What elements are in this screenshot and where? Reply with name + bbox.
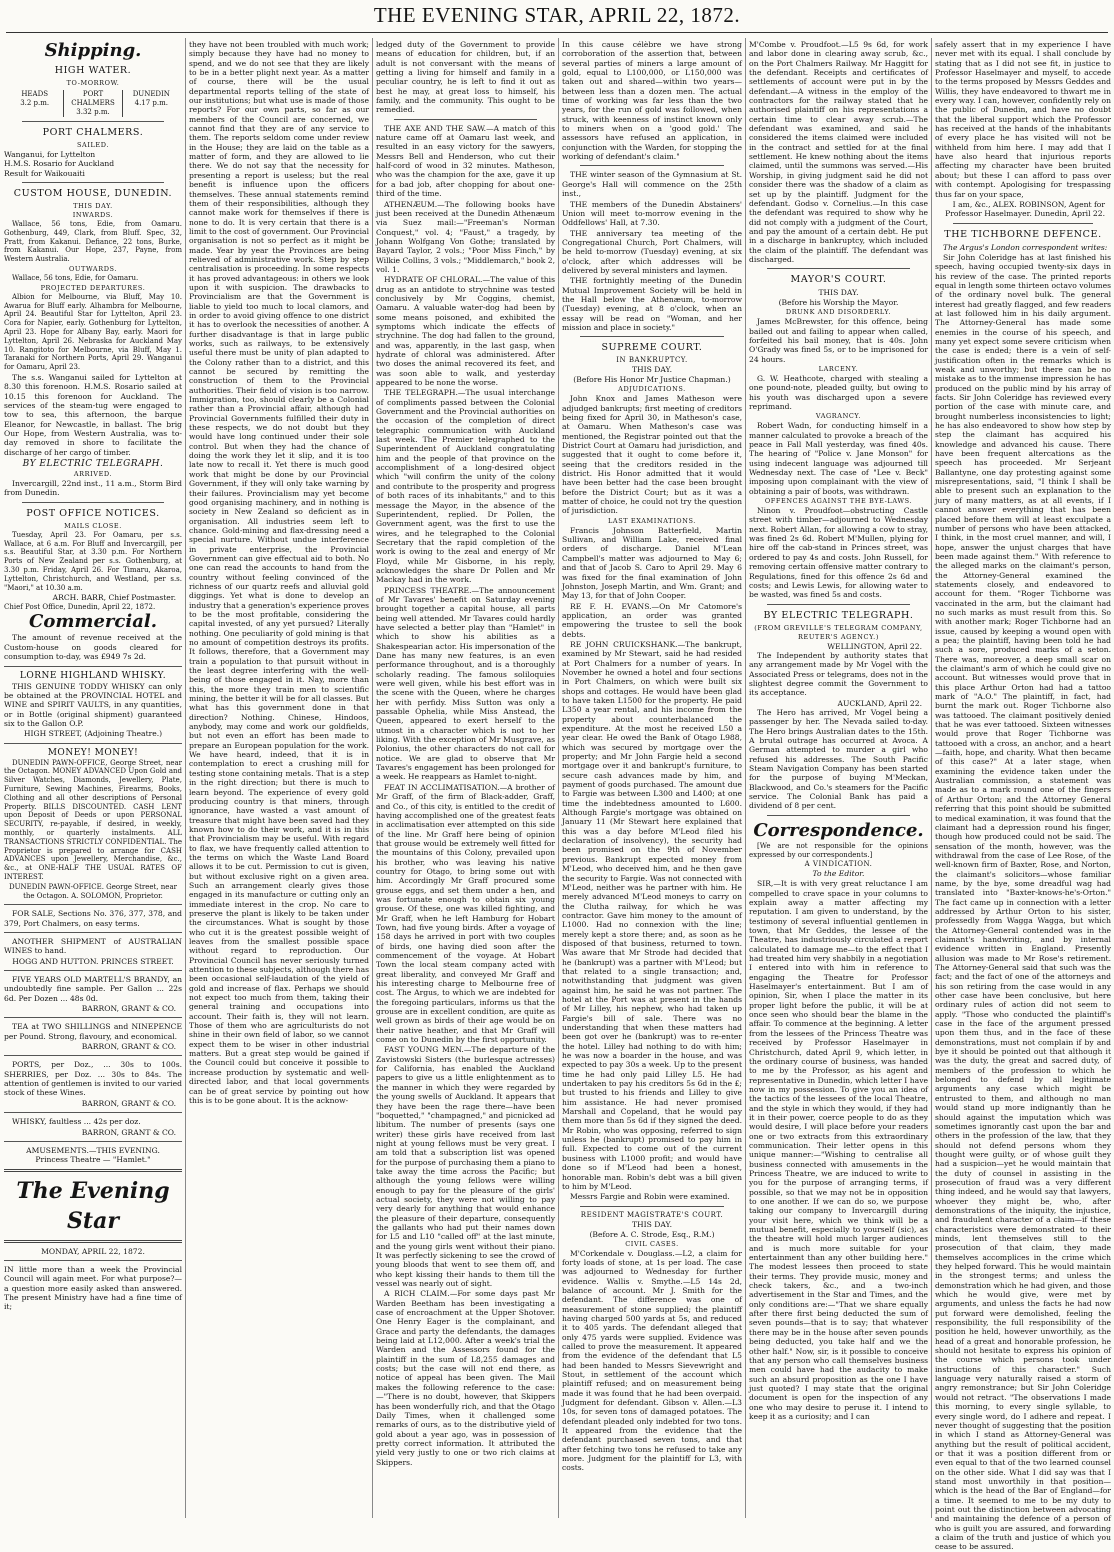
news-acclimatisation: FEAT IN ACCLIMATISATION.—A brother of Mr Graff, of the firm of Black-adder, Graff, and Co., of this city, is entitled to the credit of having accomplished one of the greatest feats in acclimatisation ever attempted on this side of the line. Mr Graff here being of opinion that grouse would be extremely well fitted for the mountains of this Colony, prevailed upon his brother, who was leaving his native country for Otago, to bring some out with him. Accordingly Mr Graff procured some grouse eggs, and set them under a hen, and was fortunate enough to obtain six young grouse. Of these, one was killed fighting, and Mr Graff, when he left Hamburg for Hobart Town, had five young birds. After a voyage of 158 days he arrived in port with two couples of birds, one having died soon after the commencement of the voyage. At Hobart Town the local steam company acted with great liberality, and conveyed Mr Graff and his interesting charge to Melbourne free of cost. The Argus, to which we are indebted for the foregoing particulars, informs us that the grouse are in excellent condition, are quite as well grown as birds of their age would be on their native heather, and that Mr Graff will come on to Dunedin by the first opportunity.: [376, 782, 555, 1045]
post-office-heading: POST OFFICE NOTICES.: [26, 507, 160, 519]
mails-close-label: MAILS CLOSE.: [64, 521, 122, 530]
tichborne-intro: The Argus's London correspondent writes:: [943, 242, 1108, 252]
arrived-text: Invercargill, 22nd inst., 11 a.m., Storm Bird from Dunedin.: [4, 479, 182, 498]
drunk-text: James McBrewster, for this offence, being bailed out and failing to appear when called, forfeited his bail money, that is 40s. John O'Grady was fined 5s, or to be imprisoned for 24 hours.: [749, 317, 928, 364]
rich-claim-continued: In this cause célèbre we have strong corroboration of the assertion that, between several parties of miners a large amount of gold, equal to L100,000, or L150,000 was taken out and shared—within two years—between less than a dozen men. The actual time of working was far less than the two years, for the run of gold was followed, when struck, with keenness of instinct known only to miners when on a 'good gold.' The assessors have refused an application, in conjunction with the Warden, for stopping the working of defendant's claim.": [562, 40, 742, 162]
civil-cases-text: M'Corkendale v. Douglass.—L2, a claim for forty loads of stone, at 1s per load. The case was adjourned to Wednesday for further evidence. Wallis v. Smythe.—L5 14s 2d, balance of account. Mr J. Smith for the defendant. The difference was one of measurement of stone supplied; the plaintiff having charged 500 yards at 5s, and reduced it to 405 yards. The defendant alleged that only 475 yards were supplied. Evidence was called to prove the measurement. It appeared from the evidence of the defendant that L5 had been handed to Messrs Sievewright and Stout, in settlement of the account which plaintiff refused; and on measurement being made it was found that he had been overpaid. Judgment for defendant. Gibson v. Allen.—L3 10s, for seven tons of damaged potatoes. The defendant pleaded only indebted for two tons. It appeared from the evidence that the defendant purchased seven tons, and that after fetching two tons he refused to take any more. Judgment for the plaintiff for L3, with costs.: [562, 1248, 742, 1473]
leader-article-start: IN little more than a week the Provincial Council will again meet. For what purpose?—a question more easily asked than answered. The present Ministry have had a fine time of it;: [4, 1264, 182, 1312]
ad-tea: TEA at TWO SHILLINGS and NINEPENCE per Pound. Strong, flavoury, and economical.: [4, 1022, 182, 1041]
column-rule: [185, 38, 186, 1518]
electric-telegraph-heading: BY ELECTRIC TELEGRAPH.: [763, 609, 914, 621]
divider: [4, 932, 182, 933]
tide-table: [4, 90, 182, 117]
correspondence-disclaimer: [We are not responsible for the opinions expressed by our correspondents.]: [749, 841, 928, 859]
divider: [580, 165, 724, 166]
divider: [4, 1260, 182, 1261]
tichborne-heading: THE TICHBORNE DEFENCE.: [944, 228, 1102, 240]
ad-sale: FOR SALE, Sections No. 376, 377, 378, and 379, Port Chalmers, on easy terms.: [4, 909, 182, 928]
divider: [394, 119, 537, 120]
news-telegraph: THE TELEGRAPH.—The usual interchange of compliments passed between the Colonial Government and the Provincial authorities on the occasion of the completion of direct telegraphic communication with Auckland last week. The Premier telegraphed to the Superintendent of Auckland congratulating him and the people of that province on the accomplishment of a long-desired object which "will confirm the unity of the colony and contribute to the prosperity and progress of both races of its inhabitants," and to this message the Mayor, in the absence of the Superintendent, replied. Dr Pollen, the Government agent, was the first to use the wires, and he telegraphed to the Colonial Secretary that the rapid completion of the work is owing to the zeal and energy of Mr Floyd, while Mr Gisborne, in his reply, acknowledges the share Dr Pollen and Mr Mackay had in the work.: [376, 388, 555, 585]
drunk-label: DRUNK AND DISORDERLY.: [785, 308, 892, 317]
paper-date: MONDAY, APRIL 22, 1872.: [41, 1246, 145, 1256]
leader-article-end: ledged duty of the Government to provide means of education for children, but, if an adult is not conversant with the means of getting a living for himself and family in a peculiar country, he is left to find it out as best he may, at great loss to himself, his family, and the community. This ought to be remedied.: [376, 40, 555, 115]
divider: [4, 666, 182, 667]
column-4: [562, 40, 742, 1516]
mails-text: Tuesday, April 23. For Oamaru, per s.s. Wallace, at 6 a.m. For Bluff and Invercargill, per s.s. Beautiful Star, at 3.30 p.m. For Northern Ports of New Zealand per s.s. Gothenburg, at 3.30 p.m. Friday, April 26. For Timaru, Akaroa, Lyttelton, Christchurch, and Westland, per s.s. "Maori," at 10.30 a.m.: [4, 530, 182, 592]
divider: [4, 970, 182, 971]
projected-text: Albion for Melbourne, via Bluff, May 10. Awarua for Bluff early. Alhambra for Melbourne, April 24. Beautiful Star for Lyttelton, April 23. Cora for Napier, early. Gothenburg for Lyttelton, April 23. Hope for Albany Bay, early. Maori for Lyttelton, April 26. Nebraska for Auckland May 10. Rangitoto for Melbourne, via Bluff, May 1. Taranaki for Northern Ports, April 29. Wanganui for Oamaru, April 23.: [4, 292, 182, 372]
news-rich-claim: A RICH CLAIM.—For some days past Mr Warden Beetham has been investigating a case of encroachment at the Upper Shotover. One Henry Eager is the complainant, and Grace and party the defendants, the damages being laid at L12,000. After a week's trial the Warden and the Assessors found for the plaintiff in the sum of L8,255 damages and costs; but the case will not end there, as notice of appeal has been given. The Mail makes the following reference to the case:—"There is no doubt, however, that Skippers has been wonderfully rich, and that the Otago Daily Times, when it challenged some remarks of ours, as to the distributive yield of gold about a year ago, was in possession of pretty correct information. It attributed the yield very justly to one or two rich claims at Skippers.: [376, 1289, 555, 1467]
sailed-line: Result for Waikouaiti: [4, 168, 85, 178]
supreme-court-heading: SUPREME COURT.: [601, 342, 703, 354]
leader-article-body: they have not been troubled with much work; simply because they have had no money to spend, and we do not see that they are likely to be in a better plight next year. As a matter of course, there will be the usual departmental reports telling of the state of our institutions; but what use is made of those reports? For our own parts, so far as our members of the Council are concerned, we cannot find that they are of any service to them. The reports seldom come under review in the House; they are laid on the table as a matter of form, and they are allowed to lie there. We do not say that the necessity for presenting a report is useless; but the real benefit is influence upon the officers themselves. These annual statements remind them of their responsibilities, although they cannot make work for themselves if there is none to do. It is very certain that there is a limit to the cost of government. Our Provincial organisation is not so perfect as it might be made. Year by year the Provinces are being relieved of administrative work. Step by step centralisation is proceeding. In some respects it has proved advantageous: in others we look upon it with suspicion. The drawbacks to Provincialism are that the Government is liable to yield too much to local clamors, and in order to avoid giving offence to one district it has to overlook the necessities of another. A further disadvantage is that in large public works, such as railways, to be extensively useful there must be unity of plan adapted to the Colony rather than to a district, and this cannot be secured by remitting the construction of them to the Provincial authorities. Their field of vision is too narrow. Immigration, too, should clearly be a Colonial rather than a Provincial affair, although had Provincial Governments fulfilled their duty in these respects, we do not doubt but they would have long continued under their sole control. But when they had the chance of doing the work they let it slip, and it is too late now to recall it. Yet there is much good work that might be done by our Provincial Government, if they will only take warning by their failures. Provincialism may yet become good organising machinery, and in nothing is society in New Zealand so deficient as in organisation. All industries seem left to chance. Gold-mining and flax-dressing need a special nurture. Without undue interference in private enterprise, the Provincial Government can give effectual aid to both. No one can read the accounts to hand from the country without feeling convinced of the richness of our quartz reefs and alluvial gold diggings. Yet what is done to develop an industry that a generation's experience proves to be the most profitable, considering the capital invested, of any yet pursued? Literally nothing. One peculiarity of gold mining is that no amount of competition destroys its profits. It follows, therefore, that a Government may train a population to that pursuit without in the least degree interfering with the well-being of those engaged in it. Nay, more than this, the more they train men to scientific mining, the better it will be for all classes. But what has this government done in that direction? Nothing. Chinese, Hindoos, anybody, may come and work our goldfields, but not even an effort has been made to prepare an European population for the work. We have heard, indeed, that it is in contemplation to erect a crushing mill for testing stone containing metals. That is a step in the right direction; but there is much to learn beyond. The experience of every gold producing country is that miners, through ignorance, have wasted a vast amount of treasure that might have been saved had they known how to do their work, and it is in this that Provincialism may be useful. With regard to flax, we have frequently called attention to the terms on which the Waste Land Board allows it to be cut. Permission to cut is given, but without exclusive right on a given area. Such an arrangement clearly gives those engaged in its manufacture or cutting only an immediate interest in the crop. No care to preserve the plant is likely to be taken under the circumstances. What is sought by those who cut it is the greatest possible weight of leaves from the smallest possible space without regard to reproduction. Our Provincial Council has never seriously turned attention to these subjects, although there has been occasional self-laudation of the yield of gold and increase of flax. Perhaps we should not expect too much from them, taking their general training and occupations into account. Their faith is, they will not learn. Those of them who are agriculturists do not shine in their own field of labor, so we cannot expect them to be wiser in other industrial matters. But a great step would be gained if the Council could but conceive it possible to increase production by systematic and well-directed labor, and that local governments can be of great service by pointing out how this is to be gone about. It is the acknow-: [189, 40, 369, 1105]
divider: [580, 1206, 724, 1207]
shipping-news: The s.s. Wanganui sailed for Lyttelton at 8.30 this forenoon. H.M.S. Rosario sailed at 10.15 this forenoon for Auckland. The services of the steam-tug were engaged to tow to sea, this afternoon, the barque Eleanor, for Newcastle, in ballast. The brig Our Hope, from Western Australia, was to-day removed in shore to facilitate the discharge of her cargo of timber.: [4, 372, 182, 457]
divider: [4, 743, 182, 744]
column-2: [189, 40, 369, 1516]
amusements-heading: AMUSEMENTS.—THIS EVENING.: [26, 1145, 160, 1155]
inwards-label: INWARDS.: [72, 211, 114, 220]
civil-cases-continued: M'Combe v. Proudfoot.—L5 9s 6d, for work and labor done in clearing away scrub, &c., on the Port Chalmers Railway. Mr Haggitt for the defendant. Receipts and certificates of settlements of account were put in by the defendant.—A witness in the employ of the contractors for the railway stated that he authorised plaintiff on his representations a certain time to clear away scrub.—The defendant was examined, and said he considered the items claimed were included in the contract and settled for at the final settlement. He knew nothing about the items claimed, until the summons was served.—His Worship, in giving judgment said he did not consider there was the shadow of a claim as set up by the plaintiff. Judgment for the defendant. Godso v. Cornelius.—In this case the defendant was required to show why he did not comply with a judgment of the Court, and pay the amount of a certain debt. He put in a discharge in bankruptcy, which included the claim of the plaintiff. The defendant was discharged.: [749, 40, 928, 264]
vindication-letter: SIR,—It is with very great reluctance I am compelled to crave space in your columns to explain away a matter affecting my reputation. I am given to understand, by the testimony of several influential gentlemen in town, that Mr Geddes, the lessee of the Theatre, has industriously circulated a report calculated to damage me—to the effect that I had treated him very shabbily in a negotiation I entered into with him in reference to engaging the Theatre for Professor Haselmayer's entertainment. But I am of opinion, Sir, when I place the matter in its proper light before the public, it will be at once seen who should bear the blame in the affair. To commence at the beginning. A letter from the lessees of the Princess Theatre was received by Professor Haselmayer in Christchurch, dated April 9, which letter, in the ordinary course of business, was handed to me by the Professor, as his agent and representative in Dunedin, which letter I have now in my possession. To give you an idea of the tactics of the lessees of the local Theatre, and the style in which they would, if they had it in their power, coerce people to do as they would desire, I will place before your readers one or two extracts from this extraordinary communication. Their letter opens in this unique manner:—"Wishing to centralise all business connected with amusements in the Princess Theatre, we are induced to write to you for the purpose of arranging terms, if possible, so that we may not be in opposition to one another. If we can do so, we purpose taking our company to Invercargill during your visit here, which we think will be a mutual benefit, especially to yourself (sic), as the theatre will hold much larger audiences and is much more suitable for your entertainment than any other building here." The modest lessees then proceed to state their terms. They provide music, money and check takers, &c., and a two-inch advertisement in the Star and Times, and the only conditions are:—"That we share equally after there first being deducted the sum of seven pounds—that is to say; that whatever there may be in the house after seven pounds being deducted, you take half and we the other half." Now, sir, is it possible to conceive that any person who call themselves business men could have had the audacity to make such an absurd proposition as the one I have just quoted? I may state that the original document is open for the inspection of any one who may desire to peruse it. I intend to keep it as a curiosity; and I can: [749, 879, 928, 1421]
ad-money-text: DUNEDIN PAWN-OFFICE, George Street, near the Octagon. MONEY ADVANCED Upon Gold and Silver Watches, Diamonds, Jewellery, Plate, Furniture, Sewing Machines, Firearms, Books, Clothing and all other descriptions of Personal Property. BILLS DISCOUNTED. CASH LENT upon Deposit of Deeds or upon PERSONAL SECURITY, re-payable, if desired, in weekly, monthly, or quarterly instalments. ALL TRANSACTIONS STRICTLY CONFIDENTIAL. The Proprietor is prepared to arrange for CASH ADVANCES upon Jewellery, Merchandise, &c., &c., at ONE-HALF THE USUAL RATES OF INTEREST.: [4, 758, 182, 881]
divider: [4, 1141, 182, 1142]
masthead-title: THE EVENING STAR, APRIL 22, 1872.: [373, 3, 741, 27]
ad-brandy: FIVE YEARS OLD MARTELL'S BRANDY, an undoubtedly fine sample. Per Gallon ... 22s 6d. Per Dozen ... 48s 0d.: [4, 975, 182, 1003]
auckland-text: The Hero has arrived, Mr Vogel being a passenger by her. The Nevada sailed to-day. The Hero brings Australian dates to the 15th. A brutal outrage has occurred at Avoca. A German attempted to murder a girl who refused his addresses. The South Pacific Steam Navigation Company has been started for the purpose of buying M'Meckan, Blackwood, and Co.'s steamers for the Pacific service. The Colonial Bank has paid a dividend of 8 per cent.: [749, 707, 928, 811]
tomorrow-label: TO-MORROW.: [66, 79, 120, 87]
letter-signoff: I am, &c., ALEX. ROBINSON, Agent for Professor Haselmayer. Dunedin, April 22.: [945, 199, 1105, 219]
agency-line: (FROM GREVILLE'S TELEGRAM COMPANY, REUTER'S AGENCY.): [754, 623, 923, 641]
column-1: [4, 40, 182, 1516]
civil-cases-label: CIVIL CASES.: [625, 1239, 679, 1248]
vagrancy-text: Robert Wadn, for conducting himself in a manner calculated to provoke a breach of the peace in Fall Mall yesterday, was fined 40s. The hearing of "Police v. Jane Monson" for using indecent language was adjourned till Wednesday next. The case of "Lee v. Beck" imposing upon complainant with the view of obtaining a pair of boots, was withdrawn.: [749, 421, 928, 496]
custom-house-heading: CUSTOM HOUSE, DUNEDIN.: [13, 188, 173, 200]
mayors-court-heading: MAYOR'S COURT.: [790, 274, 887, 286]
byelaws-text: Ninon v. Proudfoot—obstructing Castle street with timber—adjourned to Wednesday next. Robert Allan, for allowing a cow to stray, was fined 2s 6d. Robert M'Mullen, plying for hire off the cab-stand in Princes street, was ordered to pay 4s and costs. John Russell, for removing certain offensive matter contrary to Regulations, fined for this offence 2s 6d and costs; and Lewis Lewis, for allowing water to be wasted, was fined 5s and costs.: [749, 506, 928, 600]
ad-wines-footer: HOGG AND HUTTON. PRINCES STREET.: [12, 956, 174, 966]
before-judge: (Before His Honor Mr Justice Chapman.): [573, 375, 731, 385]
port-chalmers-heading: PORT CHALMERS.: [42, 127, 144, 138]
post-office-place: Chief Post Office, Dunedin, April 22, 1872.: [4, 602, 156, 611]
byelaws-label: OFFENCES AGAINST THE BYE-LAWS.: [764, 497, 913, 506]
divider: [580, 336, 724, 337]
vagrancy-label: VAGRANCY.: [815, 412, 862, 421]
inwards-text: Wallace, 56 tons, Edie, from Oamaru. Gothenburg, 449, Clark, from Bluff. Spec, 32, Pratt, from Kakanui. Defiance, 22 tons, Burke, from Kakanui. Our Hope, 237, Payne, from Western Australia.: [4, 220, 182, 264]
divider: [4, 1112, 182, 1113]
projected-label: PROJECTED DEPARTURES.: [40, 283, 146, 292]
case-fargie-robin: Messrs Fargie and Robin were examined.: [570, 1192, 730, 1202]
divider: [767, 815, 910, 816]
tichborne-text: Sir John Coleridge has at last finished his speech, having occupied twenty-six days in his review of the case. The printed reports equal in length some thirteen octavo volumes of the ordinary novel bulk. The general interest had greatly flagged, and few readers at last followed him in his daily argument. The Attorney-General has made some enemies in the course of his speech, and many yet expect some severe criticism when the case is ended; there is a vein of self-justification often in the remarks which is weak and unworthy; but there can be no mistake as to the immense impression he has produced on the public mind by his array of facts. Sir John Coleridge has reviewed every portion of the case with minute care, and brought numberless inconsistencies to light; he has also endeavored to show how step by step the claimant has acquired his knowledge and advanced his cause. There have been frequent altercations as the speech has proceeded. Mr Serjeant Ballantyne, one day protesting against some misrepresentations, said, "I think I shall be able to present such an explanation to the jury of many matters, as at all events, if I cannot answer everything that has been placed before them will at least exculpate a number of persons who have been attacked, I think, in the most cruel manner, and will, I hope, answer the unjust charges that have been made against them." With reference to the alleged marks on the claimant's person, the Attorney-General examined the statements closely, and endeavored to account for them. "Roger Tichborne was vaccinated in the arm, but the claimant had no such marks as must result from this. So with another mark; Roger Tichborne had an issue, caused by keeping a wound open with a pea; the plaintiff, having been told he had such a sore, produced marks of a seton. There was, moreover, a deep small scar on the claimant's arm of which he could give no account. But witnesses would prove that in this place Arthur Orton had had a tattoo mark of "A.O." The plaintiff, in fact, had burnt the mark out. Roger Tichborne also was tattooed. The claimant positively denied that he was ever tattooed. Sixteen witnesses would prove that Roger Tichborne was tattooed with a cross, an anchor, and a heart—faith, hope, and charity. What then became of this case?" At a later stage, when examining the evidence taken under the Australian commission, a statement was made as to a mark round one of the fingers of Arthur Orton; and the Attorney General referring that this point should be submitted to medical examination, it was found that the claimant had a depression round his finger, though how produced could not be said. The sensation of the month, however, was the withdrawal from the case of Lee Rose, of the well-known firm of Baxter, Rose, and Norton, the claimant's solicitors—whose familiar name, by the bye, some dreadful wag had translated into "Baxter-knows-he's-Orton." The fact came up in connection with a letter addressed by Arthur Orton to his sister, professedly from Wagga Wagga, but which the Attorney-General contended was in the claimant's handwriting, and by internal evidence written in England. Presently allusion was made to Mr Rose's retirement. The Attorney-General said that such was the fact; and the fact of one of the attorneys and his son retiring from the case would in any other case have been conclusive, but here ordinary rules of action did not seem to apply. "Those who conducted the plaintiff's case in the face of the argument pressed upon them thus, and in the face of these demonstrations, must not complain if by and bye it should be pointed out that although it was the duty, the great and sacred duty, of members of the profession to which he belonged to defend by all legitimate arguments any case which might be entrusted to them, and although no man would stand up more indignantly than he should against the imputation which was sometimes ignorantly cast upon the bar and others in the profession of the law, that they should not defend persons whom they thought were guilty, or of whose guilt they had a suspicion—yet he would maintain that the duty of counsel in assisting in the prosecution of fraud was a very different thing indeed, and he would say that lawyers, whoever they might be, who, after demonstrations of the iniquity, the injustice, and fraudulent character of a claim—if these characteristics were demonstrated to their minds, lent themselves still to the prosecution of that claim, they made themselves accomplices in the crime which they helped forward. This he would maintain in the strongest terms; and unless the demonstration which he had given, and those which he would give, were met by arguments, and unless the facts he had now put forward were demolished, feeling the responsibility, the full responsibility of the position he held, however unworthily, as the head of a great and honorable profession, he should not hesitate to express his opinion of the course which persons took under instructions of this character." Such language very naturally raised a storm of angry remonstrance; but Sir John Coleridge would not retract. "The observations I made this morning, to every single syllable, to every single word, do I adhere and repeat. I never thought of suggesting that the position in which I stand as Attorney-General was anything but the result of political accident, or that it was a position different from or even equal to that of the two learned counsel on the other side. What I did say was that I stand most unworthily in that position—which is the head of the Bar of England—for a time. It seemed to me to be my duty to point out the distinction between advocating and maintaining the defence of a person of who is guilt you are assured, and forwarding a claim of the truth and justice of which you cease to be assured.: [935, 252, 1111, 1552]
this-day-label: THIS DAY.: [73, 202, 113, 211]
to-editor: To the Editor.: [812, 869, 865, 879]
tide-heads: HEADS 3.2 p.m.: [20, 90, 50, 107]
ad-whisky-footer: HIGH STREET, (Adjoining Theatre.): [23, 729, 163, 739]
masthead: [0, 0, 1114, 38]
before-magistrate: (Before A. C. Strode, Esq., R.M.): [589, 1229, 715, 1239]
ad-wines: ANOTHER SHIPMENT of AUSTRALIAN WINES to hand.: [4, 937, 182, 956]
outwards-label: OUTWARDS.: [69, 265, 117, 274]
case-evans: RE F. H. EVANS.—On Mr Catomore's application, an order was granted empowering the trustee to sell the book debts.: [562, 601, 742, 639]
notice-abstainers: THE members of the Dunedin Abstainers' Union will meet to-morrow evening in the Oddfellows' Hall, at 7.30.: [562, 199, 742, 228]
high-water-heading: HIGH WATER.: [54, 65, 132, 76]
divider: [4, 1017, 182, 1018]
ad-whisky-heading: LORNE HIGHLAND WHISKY.: [19, 670, 167, 681]
before-mayor: (Before his Worship the Mayor.: [778, 298, 899, 308]
notice-mutual-improvement: THE fortnightly meeting of the Dunedin Mutual Improvement Society will be held in the Hall below the Athenæum, to-morrow (Tuesday) evening, at 8 o'clock, when an essay will be read on "Woman, and her mission and place in society.": [562, 276, 742, 332]
ad-brandy-footer: BARRON, GRANT & CO.: [81, 1004, 176, 1014]
adjudications-text: John Knox and James Matheson were adjudged bankrupts; first meeting of creditors being fixed for April 30, in Matheson's case, at Oamaru. When Matheson's case was mentioned, the Registrar pointed out that the District Court at Oamaru had jurisdiction, and suggested that it ought to come before it, seeing that the creditors resided in the district. His Honor admitted that it would have been better had the case been brought before the District Court; but as it was a matter of choice, he could not try the question of jurisdiction.: [562, 394, 742, 516]
sailed-line: H.M.S. Rosario for Auckland: [4, 159, 115, 169]
ad-money-footer: DUNEDIN PAWN-OFFICE. George Street, near the Octagon. A. SOLOMON, Proprietor.: [9, 882, 177, 900]
column-rule: [372, 38, 373, 1518]
divider: [4, 1240, 182, 1243]
divider: [953, 223, 1093, 224]
tide-dunedin: DUNEDIN 4.17 p.m.: [122, 90, 180, 117]
ad-tea-footer: BARRON, GRANT & CO.: [81, 1042, 176, 1052]
column-5: [749, 40, 928, 1516]
bankruptcy-heading: IN BANKRUPTCY.: [616, 356, 688, 365]
divider: [767, 604, 910, 605]
case-cruickshank: RE JOHN CRUICKSHANK.—The bankrupt, examined by Mr Stewart, said he had resided at Port Chalmers for a number of years. In November he owned a hotel and four sections in Port Chalmers, on which were built six shops and cottages. He would have been glad to have taken L1500 for the property. He paid L350 a year rental, and his income from the property about counterbalanced the expenditure. At the most he received L50 a year clear. He owed the Bank of Otago L988, which was secured by mortgage over the property; and Mr John Fargie held a second mortgage over it and bankrupt's furniture, to secure cash advances made by him, and payment of goods purchased. The amount due to Fargie was between L300 and L400; at one time the indebtedness amounted to L600. Although Fargie's mortgage was obtained on January 11 (Mr Stewart here explained that this was a day before M'Leod filed his declaration of insolvency), the security had been promised on the 9th of November previous. Bankrupt expected money from M'Leod, who deceived him, and he then gave the security to Fargie. Was not connected with M'Leod, neither was he partner with him. He merely advanced M'Leod moneys to carry on the Clutha railway, for which he was contractor. Gave him money to the amount of L1000. Had no connexion with the line; merely kept a store there; and, as soon as he disposed of that business, returned to town. Was aware that Mr Strode had decided that he (bankrupt) was a partner with M'Leod; but that related to a single transaction; and, notwithstanding that judgment was given against him, he said he was not partner. The hotel at the Port was at present in the hands of Mr Lilley, his nephew, who had taken up Fargie's bill of sale. There was no understanding that when these matters had been got over he (bankrupt) was to re-enter the hotel. Lilley had nothing to do with him; he was now a boarder in the house, and was expected to pay 30s a week. Up to the present time he had only paid Lilley L5. He had undertaken to pay his creditors 5s 6d in the £; but trusted to his friends and Lilley to give him assistance. He had never promised Marshall and Copeland, that he would pay them more than 5s 6d if they signed the deed. Mr Robin, who was opposing, referred to sign unless he (bankrupt) promised to pay him in full. Expected to come out of the current business with L1000 profit; and would have done so if M'Leod had been a honest, honorable man. Robin's debt was a bill given to him by M'Leod.: [562, 639, 742, 1191]
column-rule: [931, 38, 932, 1518]
ad-money-heading: MONEY! MONEY!: [47, 747, 139, 758]
ad-whisky-text: THIS GENUINE TODDY WHISKY can only be obtained at the PROVINCIAL HOTEL and WINE and SPIRIT VAULTS, in any quantities, or in Bottle (original shipment) guaranteed six to the Gallon O.P.: [4, 681, 182, 728]
notice-gymnasium: THE winter season of the Gymnasium at St. George's Hall will commence on the 25th inst.,: [562, 170, 742, 199]
outwards-text: Wallace, 56 tons, Edie, for Oamaru.: [12, 274, 139, 283]
news-athenaeum: ATHENÆUM.—The following books have just been received at the Dunedin Athenæum via Suez mail:—"Freeman's Norman Conquest," vol. 4; "Faust," a tragedy, by Johann Wolfgang Von Gothe; translated by Bayard Taylor, 2 vols.; "Poor Miss Finch," by Wilkie Collins, 3 vols.; "Middlemarch," book 2, vol. 1.: [376, 199, 555, 274]
ad-whisky-2: WHISKY, faultless ... 42s per doz.: [12, 1117, 141, 1127]
arrived-label: ARRIVED.: [73, 470, 113, 479]
divider: [22, 121, 164, 122]
vindication-letter-end: safely assert that in my experience I have never met with its equal. I shall conclude by stating that as I did not see fit, in justice to Professor Haselmayer and myself, to accede to the terms proposed by Messrs Geddes and Willis, they have endeavored to thwart me in every way. I can, however, confidently rely on the public of Dunedin, and have no doubt that the liberal support which the Professor has received at the hands of the inhabitants of every place he has visited will not be withheld from him here. I may add that I have also heard that injurious reports affecting my character have been bruited about; but these I can afford to pass over with contempt. Apologising for trespassing thus far on your space,: [935, 40, 1111, 199]
this-day-label: THIS DAY.: [631, 365, 672, 375]
ad-ports-footer: BARRON, GRANT & CO.: [81, 1098, 176, 1108]
divider: [767, 268, 910, 269]
adjudications-label: ADJUDICATIONS.: [618, 385, 686, 394]
divider: [22, 502, 164, 503]
commercial-text: The amount of revenue received at the Custom-house on goods cleared for consumption to-day, was £949 7s 2d.: [4, 633, 182, 662]
telegraph-heading: BY ELECTRIC TELEGRAPH.: [22, 459, 164, 470]
amusements-text: Princess Theatre — "Hamlet.": [35, 1155, 151, 1165]
news-princess-theatre: PRINCESS THEATRE.—The announcement of Mr Tavares' benefit on Saturday evening brought together a capital house, all parts being well attended. Mr Tavares could hardly have selected a better play than "Hamlet" in which to show his abilities as a Shakespearian actor. His impersonation of the Dane has many new features, is an even performance throughout, and is a thoroughly scholarly reading. The famous soliloquies were well given, while his best effort was in the scene with the Queen, where he charges her with perfidy. Miss Sutton was only a passable Ophelia, while Miss Anstead, the Queen, appeared to exert herself to the utmost in a character which is not to her liking. With the exception of Mr Musgrave, as Polonius, the other characters do not call for notice. We are glad to observe that Mr Tavares's engagement has been prolonged for a week. He reappears as Hamlet to-night.: [376, 585, 555, 782]
ad-whisky-2-footer: BARRON, GRANT & CO.: [81, 1127, 176, 1137]
divider: [4, 1169, 182, 1172]
column-rule: [558, 38, 559, 1518]
postmaster-signoff: ARCH. BARR, Chief Postmaster.: [52, 593, 176, 603]
notice-tea-meeting: THE anniversary tea meeting of the Congregational Church, Port Chalmers, will be held to-morrow (Tuesday) evening, at six o'clock, after which addresses will be delivered by several ministers and laymen.: [562, 228, 742, 275]
divider: [22, 182, 164, 183]
column-6: [935, 40, 1111, 1552]
larceny-label: LARCENY.: [818, 364, 859, 373]
masthead-rule: [6, 32, 1108, 33]
auckland-dateline: AUCKLAND, April 22.: [837, 698, 922, 708]
column-3: [376, 40, 555, 1516]
correspondence-heading: Correspondence.: [753, 819, 924, 841]
news-chloral: HYDRATE OF CHLORAL.—The value of this drug as an antidote to strychnine was tested conclusively by Mr Coggins, chemist, Oamaru. A valuable water-dog had been by some means poisoned, and exhibited the symptoms which indicate the effects of strychnine. The dog had fallen to the ground, and was, apparently, in the last gasp, when hydrate of chloral was administered. After two doses the animal recovered its feet, and was soon able to walk, and yesterday appeared to be none the worse.: [376, 275, 555, 388]
commercial-heading: Commercial.: [29, 611, 157, 633]
news-fast-young-men: FAST YOUNG MEN.—The departure of the Zavistowski Sisters (the burlesque actresses) for California, has enabled the Auckland papers to give us a little enlightenment as to the manner in which they were regarded by the young swells of Auckland. It appears that they have been the rage there—have been "boquetted," "champagned," and picnicked ad libitum. The number of presents (says one writer) these girls have received from last night at young fellows must be very great. I am told that a subscription list was opened for the purpose of purchasing them a piano to take away the time across the Pacific; but although the young fellows were willing enough to pay for the pleasure of the girls' actual society, they were not willing to pay very dearly for anything that would enhance the pleasure of their departure, consequently the gallants who had put their names down for L5 and L10 "called off" at the last minute, and the young girls went without their piano. It was perfectly sickening to see the crowd of young bloods that went to see them off, and who kept kissing their hands to them till the vessel was nearly out of sight.: [376, 1045, 555, 1289]
this-day-label: THIS DAY.: [631, 1219, 672, 1229]
news-axe-and-saw: THE AXE AND THE SAW.—A match of this nature came off at Oamaru last week, and resulted in an easy victory for the sawyers, Messrs Bell and Henderson, who cut their half-cord of wood in 32 minutes. Matheson, who was the champion for the axe, gave it up for a bad job, after chopping for about one-third of the time.: [376, 123, 555, 199]
larceny-text: G. W. Heathcote, charged with stealing a one pound-note, pleaded guilty, but owing to his youth was discharged upon a severe reprimand.: [749, 373, 928, 411]
sailed-line: Wanganui, for Lyttelton: [4, 150, 96, 159]
last-examinations-label: LAST EXAMINATIONS.: [608, 516, 696, 525]
wellington-dateline: WELLINGTON, April 22.: [827, 641, 922, 651]
divider: [4, 1055, 182, 1056]
this-day-label: THIS DAY.: [818, 288, 859, 298]
paper-title: The Evening Star: [16, 1177, 170, 1234]
vindication-heading: A VINDICATION.: [804, 860, 873, 869]
wellington-text: The Independent by authority states that any arrangement made by Mr Vogel with the Associated Press or telegrams, does not in the slightest degree commit the Government to its acceptance.: [749, 650, 928, 698]
sailed-label: SAILED.: [76, 141, 110, 149]
resident-magistrate-heading: RESIDENT MAGISTRATE'S COURT.: [580, 1210, 724, 1219]
divider: [4, 904, 182, 905]
ad-ports: PORTS, per Doz., ... 30s to 100s. SHERRIES, per Doz. ... 30s to 84s. The attention of gentlemen is invited to our varied stock of these Wines.: [4, 1060, 182, 1098]
column-rule: [745, 38, 746, 1518]
shipping-heading: Shipping.: [44, 40, 142, 61]
tide-port-chalmers: PORT CHALMERS 3.32 p.m.: [63, 90, 121, 117]
last-examinations-text: Francis Johnson Batterfield, Martin Sullivan, and William Lake, received final orders of discharge. Daniel M'Lean Campbell's matter was adjourned to May 6; and that of Jacob S. Caro to April 29. May 6 was fixed for the final examination of John Johnston, Joseph Martin, and Wm. Grant; and May 13, for that of John Cooper.: [562, 525, 742, 601]
